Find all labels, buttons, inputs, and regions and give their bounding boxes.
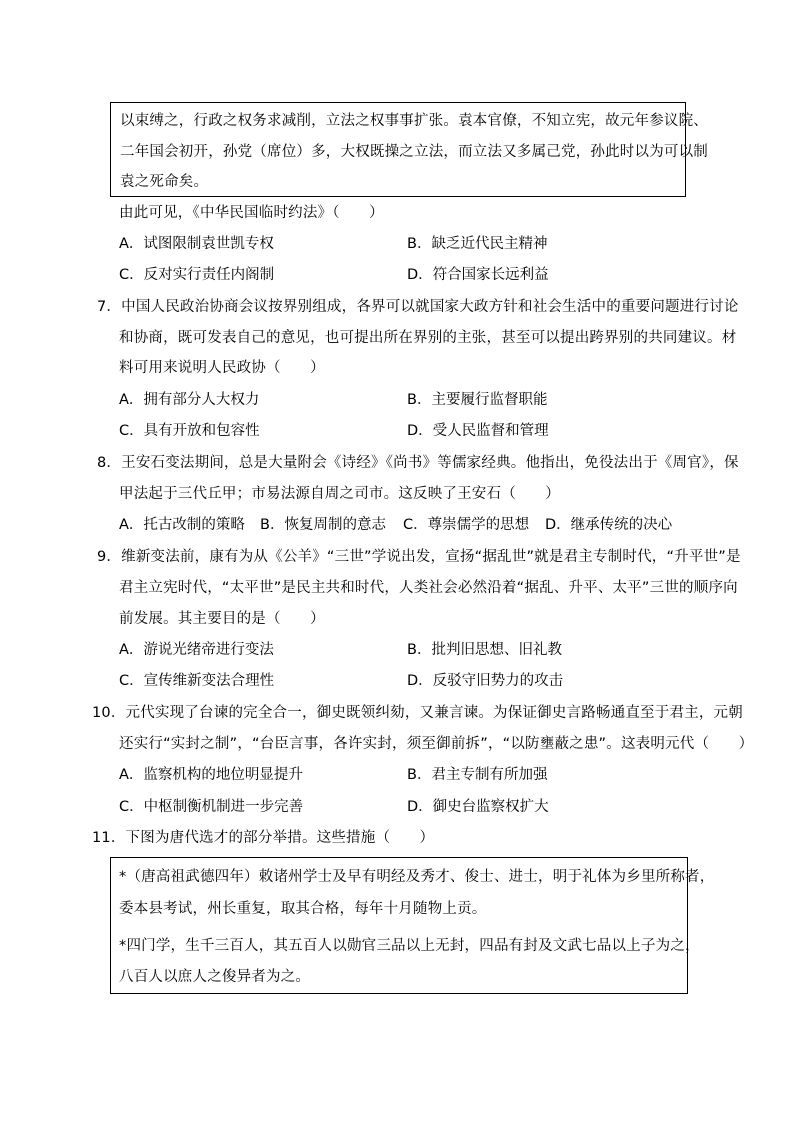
question-9-stem: 9．维新变法前，康有为从《公羊》“三世”学说出发，宣扬“据乱世”就是君主专制时代，“升平世”是 [97,549,741,565]
material-line: *四门学，生千三百人，其五百人以勋官三品以上无封，四品有封及文武七品以上子为之， [119,938,700,954]
q8-option-d[interactable]: D．继承传统的决心 [545,517,673,533]
q8-option-c[interactable]: C．尊崇儒学的思想 [403,517,530,533]
question-8-stem: 8．王安石变法期间，总是大量附会《诗经》《尚书》等儒家经典。他指出，免役法出于《周官》，保 [97,455,739,471]
q7-option-a[interactable]: A．拥有部分人大权力 [119,392,260,408]
question-11-stem: 11．下图为唐代选才的部分举措。这些措施（ ） [92,830,435,846]
q7-option-d[interactable]: D．受人民监督和管理 [407,423,549,439]
question-8-stem: 甲法起于三代丘甲；市易法源自周之司市。这反映了王安石（ ） [119,486,560,502]
q7-option-c[interactable]: C．具有开放和包容性 [119,423,260,439]
q8-option-a[interactable]: A．托古改制的策略 [119,517,245,533]
question-7-stem: 和协商，既可发表自己的意见，也可提出所在界别的主张，甚至可以提出跨界别的共同建议。材 [119,330,737,346]
material-line: 以束缚之，行政之权务求减削，立法之权事事扩张。袁本官僚，不知立宪，故元年参议院、 [120,113,708,129]
q10-option-b[interactable]: B．君主专制有所加强 [407,767,548,783]
question-7-stem: 7．中国人民政治协商会议按界别组成，各界可以就国家大政方针和社会生活中的重要问题进行讨论 [97,299,739,315]
q6-option-d[interactable]: D．符合国家长远利益 [407,267,549,283]
q10-option-a[interactable]: A．监察机构的地位明显提升 [119,767,303,783]
question-10-stem: 还实行“实封之制”，“台臣言事，各许实封，须至御前拆”，“以防壅蔽之患”。这表明元代（ ） [119,736,754,752]
q6-option-b[interactable]: B．缺乏近代民主精神 [407,236,548,252]
material-line: 袁之死命矣。 [120,174,209,190]
material-line: 八百人以庶人之俊异者为之。 [119,969,311,985]
q6-option-c[interactable]: C．反对实行责任内阁制 [119,267,275,283]
question-7-stem: 料可用来说明人民政协（ ） [119,360,325,376]
q10-option-c[interactable]: C．中枢制衡机制进一步完善 [119,799,304,815]
question-9-stem: 君主立宪时代，“太平世”是民主共和时代，人类社会必然沿着“据乱、升平、太平”三世的顺序向 [119,580,738,596]
q9-option-a[interactable]: A．游说光绪帝进行变法 [119,642,274,658]
material-line: 委本县考试，州长重复，取其合格，每年十月随物上贡。 [119,901,487,917]
q9-option-c[interactable]: C．宣传维新变法合理性 [119,673,275,689]
q6-option-a[interactable]: A．试图限制袁世凯专权 [119,236,274,252]
q10-option-d[interactable]: D．御史台监察权扩大 [407,799,549,815]
material-line: *（唐高祖武德四年）敕诸州学士及早有明经及秀才、俊士、进士，明于礼体为乡里所称者， [119,869,715,885]
material-line: 二年国会初开，孙党（席位）多，大权既操之立法，而立法又多属己党，孙此时以为可以制 [120,144,708,160]
question-9-stem: 前发展。其主要目的是（ ） [119,611,325,627]
q9-option-b[interactable]: B．批判旧思想、旧礼教 [407,642,562,658]
q7-option-b[interactable]: B．主要履行监督职能 [407,392,548,408]
question-10-stem: 10．元代实现了台谏的完全合一，御史既领纠劾，又兼言谏。为保证御史言路畅通直至于君主，元朝 [92,705,743,721]
q9-option-d[interactable]: D．反驳守旧势力的攻击 [407,673,564,689]
q8-option-b[interactable]: B．恢复周制的意志 [260,517,386,533]
question-6-stem: 由此可见，《中华民国临时约法》（ ） [119,205,384,221]
